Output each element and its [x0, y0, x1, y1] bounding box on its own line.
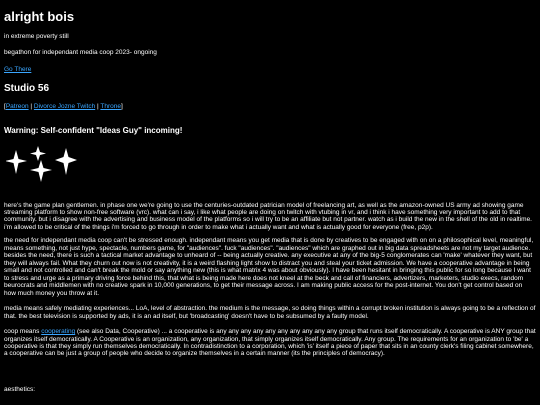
bracket-close: ] [121, 102, 123, 110]
star-icon [55, 148, 77, 175]
stars-icon [6, 146, 86, 186]
star-icon [6, 150, 27, 174]
bracket-open: [ [4, 102, 6, 110]
coop-text-post: (see also Data, Cooperative) ... a cooperative is any any any any any any any any any any group that runs itself democratically. A cooperative is ANY group that organizes itself democratically. A Cooperative is an organization, any organization, that simply organizes itself democratically. Any group. The requirements for an organization to 'be' a cooperative is that they simply run themselves democratically. In contradistinction to a corporation, which 'is' itself a piece of paper that sits in an county clerk's filing cabinet somewhere, a cooperative can be just a group of people who decide to organize themselves in a certain manner (its the principles of democracy). [4, 328, 536, 358]
warning-heading: Warning: Self-confident "Ideas Guy" incoming! [4, 126, 183, 136]
tagline: begathon for independant media coop 2023- ongoing [4, 49, 157, 57]
paragraph-plan: here's the game plan gentlemen. in phase one we're going to use the centuries-outdated patrician model of freelancing art, as well as the amazon-owned US army ad showing game streaming platform to show non-free software (vrc). what can i say, i like what people are doing on twitch with vtubing in vr, and i think i have something very important to add to that community. but i disagree with the advertising and business model of the platforms so i will try to be an affiliate but not partner. watch as i build the new in the shell of the old in realtime. i'm allowed to be critical of the things i'm forced to go through in order to make what i actually want and what is actually good for everyone (free, p2p). [4, 201, 532, 231]
cooperating-link[interactable]: cooperating [41, 328, 76, 336]
star-icon [30, 160, 52, 182]
link-separator: | [28, 102, 34, 110]
subtitle: in extreme poverty still [4, 32, 69, 40]
coop-text-pre: coop means [4, 328, 42, 336]
link-separator: | [95, 102, 101, 110]
aesthetics-label: aesthetics: [4, 385, 36, 393]
page-title: alright bois [4, 9, 75, 24]
star-icon [30, 146, 46, 161]
patreon-link[interactable]: Patreon [5, 102, 29, 110]
studio-links [4, 103, 536, 110]
paragraph-coop [4, 328, 536, 358]
studio-title: Studio 56 [4, 83, 50, 95]
paragraph-media: media means safely mediating experiences... LoA, level of abstraction. the medium is the message, so doing things within a corrupt broken institution is always going to be a reflection of that. the best television is supported by ads, it is an ad itself, but 'broadcasting' doesn't have to be subsumed by a faulty model. [4, 305, 536, 320]
stars-graphic [6, 146, 536, 188]
paragraph-need: the need for independant media coop can't be stressed enough. independant means you get media that is done by creatives to be engaged with on on a philosophical level, meaningful, means something, not just hype, spectacle, numbers game, for "audiences". fuck "audiences". "audiences" which are graphed out in big data spreadsheets are not my target audience. besides the need, there is such a tactical market advantage to unheard of -- being actually creative. any executive at any of the big-5 conglomerates can 'make' whatever they want, but they will always fail. What they churn out now is not creativity, it is a weird flashing light show to distract you and steal your ticket admission. We have a cooperative advantage in being small and not controlled and can't break the mold or say anything new (this is what matrix 4 was about obviously). I have been hesitant in bringing this public for so long because I want to stress and urge as a primary driving force behind this, that what is being made here does not kneel at the beck and call of financiers, advertizers, marketers, studio execs, random beurocrats and middlemen with no creative spark in 10,000 generations, to get their message across. I am making public access for the post-internet. You don't get control based on how much money you throw at it. [4, 237, 534, 297]
twitch-link[interactable]: Divorce Jozne Twitch [33, 102, 96, 110]
go-there-link[interactable]: Go There [4, 65, 32, 73]
throne-link[interactable]: Throne [100, 102, 121, 110]
